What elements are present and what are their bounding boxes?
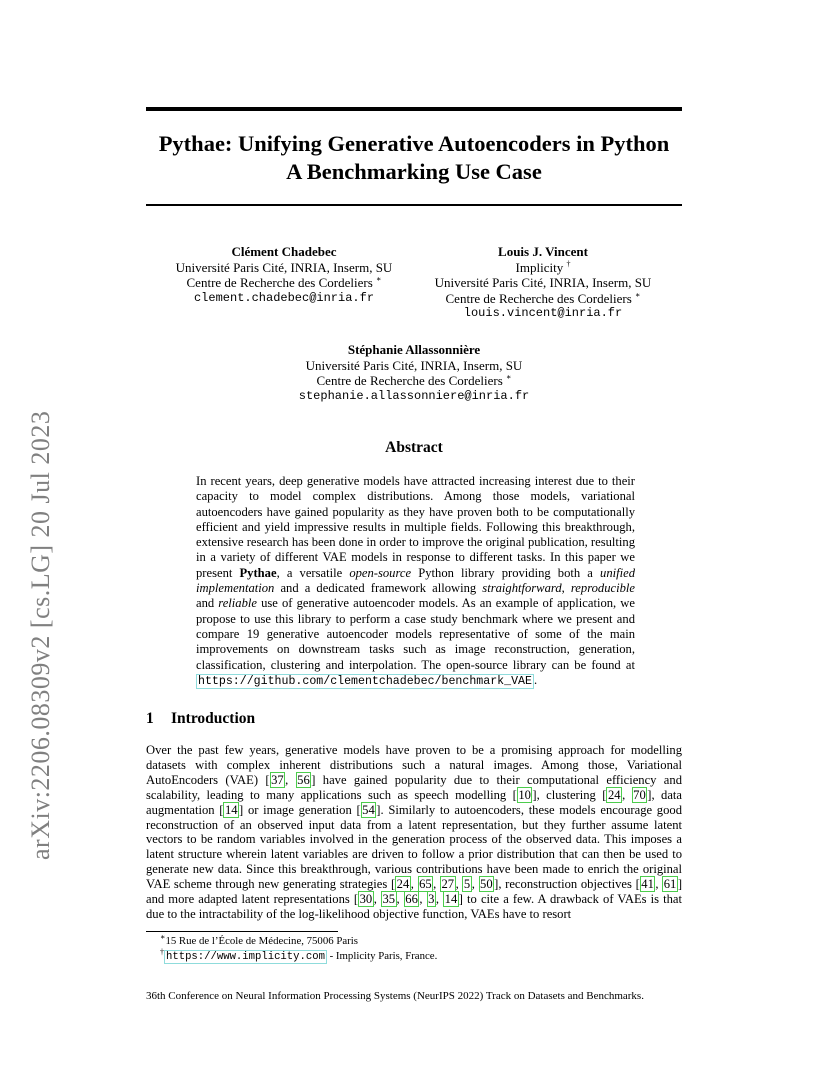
author-name: Stéphanie Allassonnière: [347, 342, 481, 357]
citation-link[interactable]: 50: [480, 877, 493, 892]
citation-link[interactable]: 66: [405, 892, 418, 907]
citation-link[interactable]: 54: [362, 802, 375, 817]
citation-link[interactable]: 5: [463, 877, 471, 892]
citation-link[interactable]: 27: [441, 877, 455, 892]
citation-link[interactable]: 24: [607, 787, 621, 802]
title-bottom-rule: [146, 204, 682, 206]
author-email: louis.vincent@inria.fr: [463, 306, 623, 320]
author-affiliation-2: Centre de Recherche des Cordeliers ∗: [445, 290, 641, 306]
repository-link[interactable]: https://github.com/clementchadebec/benchmark_VAE: [198, 674, 532, 688]
author-email: clement.chadebec@inria.fr: [193, 290, 375, 305]
abstract-heading: Abstract: [385, 439, 443, 456]
implicity-link[interactable]: https://www.implicity.com: [166, 951, 325, 963]
author-block-allassonniere: [286, 342, 542, 404]
citation-link[interactable]: 37: [271, 772, 284, 787]
citation-link[interactable]: 70: [633, 787, 646, 802]
footnote-address: ∗15 Rue de l’École de Médecine, 75006 Paris: [160, 932, 358, 947]
title-top-rule: [146, 107, 682, 111]
footnote-implicity: † https://www.implicity.com - Implicity Paris, France.: [160, 947, 438, 963]
title-line-2: A Benchmarking Use Case: [286, 159, 542, 184]
citation-link[interactable]: 10: [518, 787, 531, 802]
author-block-chadebec: [156, 244, 412, 306]
citation-link[interactable]: 30: [359, 892, 373, 907]
introduction-paragraph: Over the past few years, generative models have proven to be a promising approach for modelling datasets with complex inherent distributions such a natural images. Among those, Variational AutoEncoders (VAE) [ 37 , 56 ] have gained popularity due to their computational efficiency and scalability, leading to many applications such as speech modelling [ 10 ], clustering [ 24 , 70 ], data augmentation [ 14 ] or image generation [ 54 ]. Similarly to autoencoders, these models encourage good reconstruction of an observed input data from a latent representation, but they further assume latent vectors to be random variables involved in the generation process of the observed data. This imposes a latent structure wherein latent variables are driven to follow a prior distribution that can then be used to generate new data. Since this breakthrough, various contributions have been made to enrich the original VAE scheme through new generating strategies [ 24 , 65 , 27 , 5 , 50 ], reconstruction objectives [ 41 , 61 ] and more adapted latent representations [ 30 , 35 , 66 , 3 , 14 ] to cite a few. A drawback of VAEs is that due to the intractability of the log-likelihood objective function, VAEs have to resort: [146, 743, 683, 921]
title-line-1: Pythae: Unifying Generative Autoencoders in Python: [158, 131, 670, 156]
author-affiliation: Université Paris Cité, INRIA, Inserm, SU: [305, 357, 523, 373]
citation-link[interactable]: 24: [396, 877, 410, 892]
citation-link[interactable]: 61: [663, 877, 677, 892]
author-affiliation-2: Centre de Recherche des Cordeliers ∗: [316, 372, 512, 388]
citation-link[interactable]: 35: [382, 892, 396, 907]
footnote-rule: [146, 931, 338, 932]
arxiv-identifier-stamp: arXiv:2206.08309v2 [cs.LG] 20 Jul 2023: [26, 410, 55, 860]
citation-link[interactable]: 14: [224, 802, 238, 817]
citation-link[interactable]: 14: [444, 892, 458, 907]
author-company: Implicity †: [515, 259, 571, 275]
author-affiliation: Université Paris Cité, INRIA, Inserm, SU: [175, 259, 393, 275]
author-email: stephanie.allassonniere@inria.fr: [298, 388, 530, 403]
section-heading-introduction: 1 Introduction: [146, 710, 256, 727]
abstract-body: In recent years, deep generative models have attracted increasing interest due to their capacity to model complex distributions. Among those models, variational autoencoders have gained popularity as they have proven both to be computationally efficient and yield impressive results in multiple fields. Following this breakthrough, extensive research has been done in order to improve the original publication, resulting in a variety of different VAE models in response to different tasks. In this paper we present Pythae, a versatile open-source Python library providing both a unified implementation and a dedicated framework allowing straightforward, reproducible and reliable use of generative autoencoder models. As an example of application, we propose to use this library to perform a case study benchmark where we present and compare 19 generative autoencoder models representative of some of the main improvements on downstream tasks such as image reconstruction, generation, classification, clustering and interpolation. The open-source library can be found at https://github.com/clementchadebec/benchmark_VAE .: [196, 474, 635, 688]
author-name: Louis J. Vincent: [498, 244, 588, 259]
citation-link[interactable]: 3: [428, 892, 435, 907]
author-name: Clément Chadebec: [231, 244, 337, 259]
author-affiliation: Université Paris Cité, INRIA, Inserm, SU: [434, 275, 652, 290]
paper-title: [146, 130, 682, 186]
citation-link[interactable]: 41: [641, 877, 654, 892]
author-affiliation-2: Centre de Recherche des Cordeliers ∗: [186, 274, 382, 290]
conference-footer: 36th Conference on Neural Information Processing Systems (NeurIPS 2022) Track on Datasets and Benchmarks.: [146, 990, 644, 1002]
citation-link[interactable]: 56: [297, 772, 310, 787]
citation-link[interactable]: 65: [419, 877, 432, 892]
author-block-vincent: [415, 244, 671, 322]
